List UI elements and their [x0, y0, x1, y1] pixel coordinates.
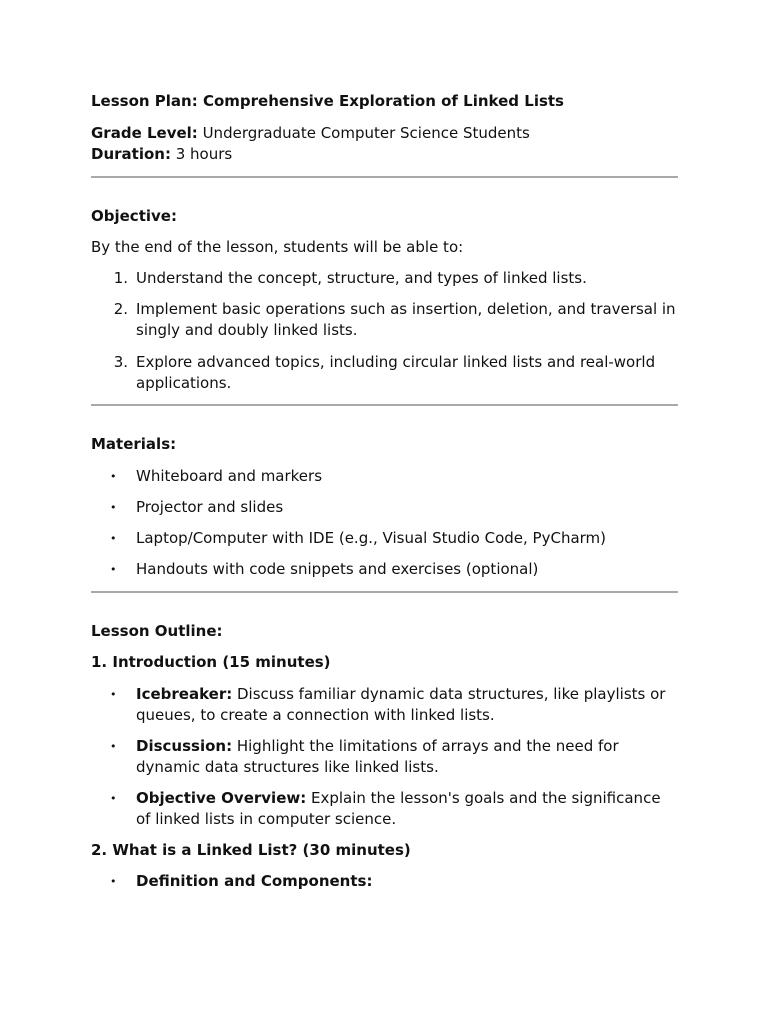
outline-heading: Lesson Outline:	[91, 622, 223, 640]
document-title: Lesson Plan: Comprehensive Exploration of Linked Lists	[91, 92, 564, 110]
duration-label: Duration:	[91, 145, 171, 163]
section-title: 1. Introduction (15 minutes)	[91, 653, 331, 671]
list-item	[136, 788, 682, 809]
item-text: Discuss familiar dynamic data structures, like playlists or	[232, 685, 666, 703]
divider	[91, 404, 678, 406]
item-label: Icebreaker:	[136, 685, 233, 703]
list-item	[136, 684, 682, 705]
item-label: Objective Overview:	[136, 789, 307, 807]
list-item-number: 1.	[113, 269, 128, 287]
divider	[91, 591, 678, 593]
item-text: Explain the lesson's goals and the significance	[306, 789, 661, 807]
objective-heading: Objective:	[91, 207, 177, 225]
divider	[91, 176, 678, 178]
list-item-continuation: queues, to create a connection with linked lists.	[136, 706, 495, 724]
duration-line	[91, 144, 232, 165]
list-item-continuation: of linked lists in computer science.	[136, 810, 397, 828]
list-item-continuation: dynamic data structures like linked lists.	[136, 758, 439, 776]
list-item: Projector and slides	[136, 498, 284, 516]
item-text: Highlight the limitations of arrays and the need for	[232, 737, 619, 755]
list-item: Laptop/Computer with IDE (e.g., Visual Studio Code, PyCharm)	[136, 529, 607, 547]
grade-level-label: Grade Level:	[91, 124, 198, 142]
bullet-icon: •	[110, 792, 117, 805]
section-title: 2. What is a Linked List? (30 minutes)	[91, 841, 411, 859]
bullet-icon: •	[110, 501, 117, 514]
bullet-icon: •	[110, 563, 117, 576]
list-item-continuation: singly and doubly linked lists.	[136, 321, 358, 339]
item-label: Discussion:	[136, 737, 233, 755]
duration-value: 3 hours	[175, 145, 233, 163]
grade-level-value: Undergraduate Computer Science Students	[202, 124, 530, 142]
bullet-icon: •	[110, 875, 117, 888]
bullet-icon: •	[110, 470, 117, 483]
bullet-icon: •	[110, 688, 117, 701]
objective-intro: By the end of the lesson, students will be able to:	[91, 238, 464, 256]
list-item: Handouts with code snippets and exercises (optional)	[136, 560, 539, 578]
list-item	[136, 736, 682, 757]
bullet-icon: •	[110, 740, 117, 753]
list-item-number: 3.	[113, 353, 128, 371]
list-item: Understand the concept, structure, and types of linked lists.	[136, 269, 587, 287]
list-item-number: 2.	[113, 300, 128, 318]
materials-heading: Materials:	[91, 435, 177, 453]
list-item: Implement basic operations such as insertion, deletion, and traversal in	[136, 300, 676, 318]
bullet-icon: •	[110, 532, 117, 545]
list-item: Definition and Components:	[136, 872, 373, 890]
list-item: Explore advanced topics, including circular linked lists and real-world	[136, 353, 656, 371]
list-item: Whiteboard and markers	[136, 467, 323, 485]
grade-level-line	[91, 123, 530, 144]
list-item-continuation: applications.	[136, 374, 232, 392]
